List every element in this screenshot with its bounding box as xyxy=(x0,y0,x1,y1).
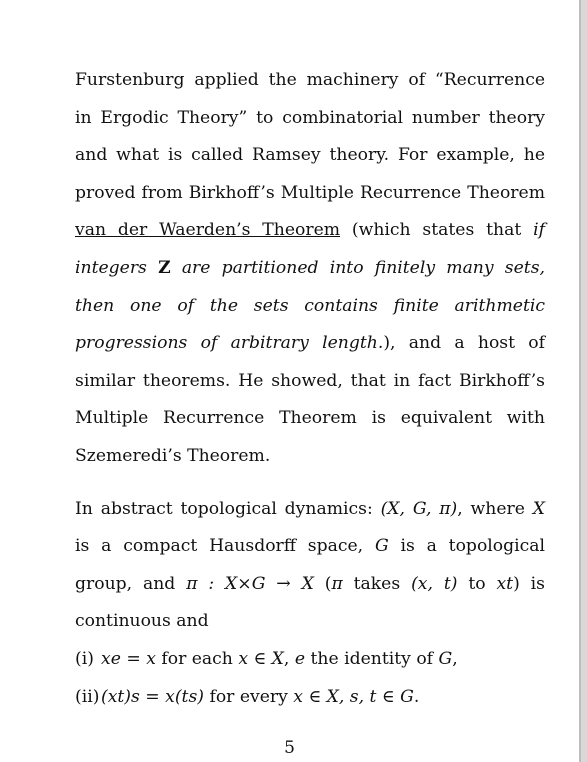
math-inline: G xyxy=(374,536,389,557)
paragraph-dynamics xyxy=(75,491,545,641)
math-inline: (X, G, π) xyxy=(380,498,458,519)
text-run: the identity of xyxy=(305,648,439,669)
math-inline: π : X×G → X xyxy=(186,573,314,594)
integers-symbol: Z xyxy=(158,257,171,278)
paragraph-ramsey xyxy=(75,62,545,476)
text-run: , where xyxy=(457,498,533,519)
italic-statement: if integers xyxy=(75,220,545,278)
text-run: to xyxy=(457,573,497,594)
body-text xyxy=(75,62,545,716)
math-inline: x ∈ X, s, t ∈ G xyxy=(293,686,414,707)
text-run: ( xyxy=(313,573,332,594)
text-run: , xyxy=(283,648,295,669)
text-run: ), and a host of similar theorems. He showed, that in fact Birkhoff’s Multiple Recurrence Theorem is equivalent with Szemeredi’s Theorem. xyxy=(75,333,545,466)
condition-item-1 xyxy=(75,641,545,679)
math-inline: e xyxy=(294,648,306,669)
math-inline: (xt)s = x(ts) xyxy=(101,686,204,707)
math-inline: x ∈ X xyxy=(238,648,284,669)
item-marker: (i) xyxy=(75,648,94,669)
condition-item-2 xyxy=(75,679,545,717)
page-number: 5 xyxy=(284,738,295,758)
text-run: Furstenburg applied the machinery of “Recurrence in Ergodic Theory” to combinatorial number theory and what is called Ramsey theory. For example, he proved from Birkhoff’s Multiple Recurrence Theorem xyxy=(75,70,545,203)
math-inline: π xyxy=(331,573,343,594)
italic-statement: are partitioned into finitely many sets, then one of the sets contains finite arithmetic progressions of arbitrary length. xyxy=(75,257,545,354)
text-run: ) is continuous and xyxy=(75,573,545,632)
text-run: . xyxy=(413,686,420,707)
underlined-theorem-name: van der Waerden’s Theorem xyxy=(75,220,341,241)
text-run: is a compact Hausdorff space, xyxy=(75,536,375,557)
item-marker: (ii) xyxy=(75,686,100,707)
math-inline: X xyxy=(532,498,545,519)
text-run: (which states that xyxy=(340,220,534,241)
text-run: is a topological group, and xyxy=(75,536,545,594)
text-run: In abstract topological dynamics: xyxy=(75,498,381,519)
math-inline: (x, t) xyxy=(411,573,458,594)
text-run: for each xyxy=(155,648,239,669)
math-inline: G xyxy=(438,648,453,669)
math-inline: xe = x xyxy=(101,648,156,669)
text-run: for every xyxy=(204,686,294,707)
text-run: takes xyxy=(342,573,412,594)
math-inline: xt xyxy=(496,573,514,594)
text-run: , xyxy=(452,648,458,669)
